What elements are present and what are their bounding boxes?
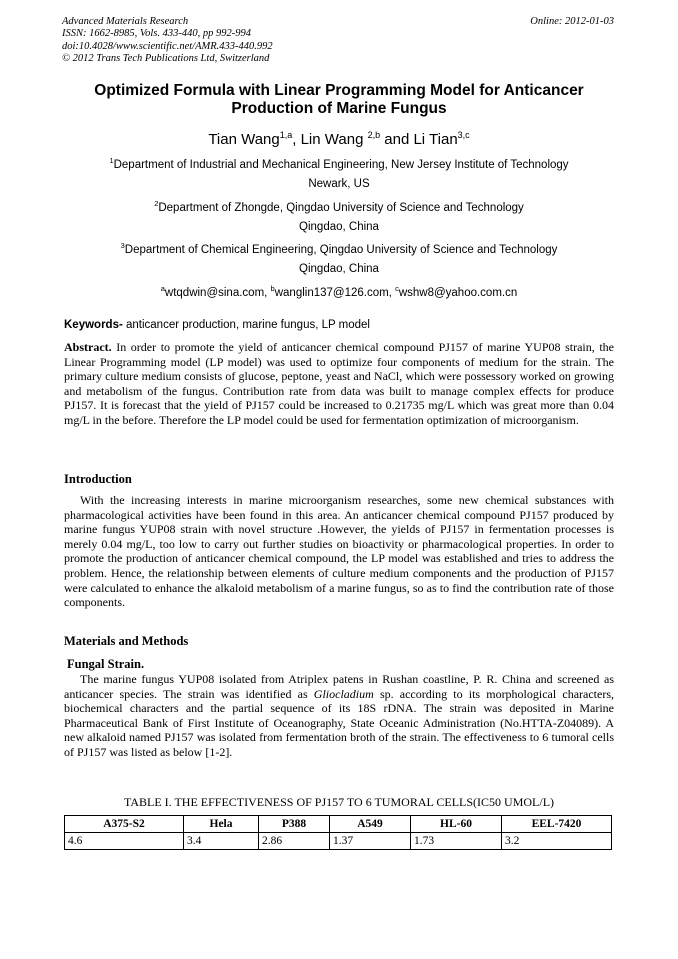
affiliation-superscript: 3 <box>120 241 125 250</box>
author-superscript: 2,b <box>367 130 381 140</box>
introduction-text: With the increasing interests in marine microorganism researches, some new chemical substances with pharmacological activities have been found in this area. An anticancer chemical compound PJ157 produced by marine fungus YUP08 strain with novel structure .However, the yields of PJ157 in fermentation processes is merely 0.04 mg/L, too low to carry out further studies on bioactivity or pharmacological properties. In order to promote the production of anticancer chemical compound, the LP model was established and tries to address the problem. Hence, the relationship between elements of culture medium components and the production of PJ157 were calculated to enhance the alkaloid metabolism of a marine fungus, so as to find the contribution rate of those components. <box>64 493 614 610</box>
abstract-text: In order to promote the yield of anticancer chemical compound PJ157 of marine YUP08 strain, the Linear Programming model (LP model) was used to optimize four components of medium for the strain. The primary culture medium consists of glucose, peptone, yeast and NaCl, which were possessory worked on growing and metabolism of the fungus. Contribution rate from data was built to manage complex effects for produce PJ157. It is forecast that the yield of PJ157 could be increased to 0.21735 mg/L which was great more than 0.04 mg/L in the before. Therefore the LP model could be used for fermentation optimization of microorganism. <box>64 340 614 427</box>
keywords-label: Keywords- <box>64 319 123 331</box>
table-cell: 2.86 <box>259 833 330 850</box>
genus-name: Gliocladium <box>313 686 374 701</box>
fungal-strain-text <box>64 672 614 760</box>
journal-issn: ISSN: 1662-8985, Vols. 433-440, pp 992-994 <box>62 28 251 40</box>
abstract <box>64 340 614 428</box>
keywords-text: anticancer production, marine fungus, LP model <box>122 319 370 331</box>
table-header-row <box>65 816 612 833</box>
strain-text-part: sp. according to its morphological characters, biochemical characters and the partial sequence of its 18S rDNA. The strain was deposited in Marine Pharmaceutical Bank of First Institute of Oceanography, State Oceanic Administration (No.HTTA-Z04089). A new alkaloid named PJ157 was isolated from fermentation broth of the strain. The effectiveness to 6 tumoral cells of PJ157 was listed as below [1-2]. <box>64 686 614 759</box>
effectiveness-table <box>64 815 612 850</box>
affiliation-2 <box>62 199 616 214</box>
journal-header <box>62 16 273 66</box>
strain-text-part: The marine fungus YUP08 isolated from Atriplex patens in Rushan coastline, P. R. China and screened as anticancer species. The strain was identified as <box>64 672 614 701</box>
affiliation-2-location: Qingdao, China <box>299 221 379 233</box>
affiliation-text: Department of Zhongde, Qingdao University of Science and Technology <box>158 201 524 214</box>
author-separator: and <box>380 131 414 148</box>
affiliation-text: Department of Industrial and Mechanical Engineering, New Jersey Institute of Technology <box>113 158 569 171</box>
author-name: Tian Wang <box>208 131 280 148</box>
table-cell: 3.4 <box>184 833 259 850</box>
table-header-cell: A375-S2 <box>65 816 184 833</box>
affiliation-text: Department of Chemical Engineering, Qingdao University of Science and Technology <box>124 243 558 256</box>
author-list <box>62 130 616 148</box>
table-header-cell: EEL-7420 <box>502 816 612 833</box>
table-cell: 1.37 <box>330 833 411 850</box>
email-address: wshw8@yahoo.com.cn <box>398 286 518 299</box>
author-name: Lin Wang <box>300 131 364 148</box>
fungal-strain-heading: Fungal Strain. <box>67 657 145 671</box>
affiliation-superscript: 1 <box>109 156 114 165</box>
table-caption: TABLE I. THE EFFECTIVENESS OF PJ157 TO 6 TUMORAL CELLS(IC50 UMOL/L) <box>123 795 555 809</box>
author-separator: , <box>292 131 301 148</box>
email-address: wtqdwin@sina.com, <box>164 286 271 299</box>
author-emails <box>62 284 616 299</box>
table-cell: 3.2 <box>502 833 612 850</box>
author-name: Li Tian <box>413 131 458 148</box>
keywords <box>64 319 370 331</box>
author-superscript: 1,a <box>279 130 293 140</box>
affiliation-superscript: 2 <box>154 199 159 208</box>
table-cell: 1.73 <box>411 833 502 850</box>
affiliation-1 <box>62 156 616 171</box>
email-superscript: b <box>270 284 275 293</box>
table-cell: 4.6 <box>65 833 184 850</box>
affiliation-3 <box>62 241 616 256</box>
table-header-cell: P388 <box>259 816 330 833</box>
email-superscript: a <box>160 284 165 293</box>
methods-heading: Materials and Methods <box>64 634 189 648</box>
author-superscript: 3,c <box>457 130 470 140</box>
introduction-heading: Introduction <box>64 472 132 486</box>
online-date: Online: 2012-01-03 <box>530 16 614 27</box>
table-row <box>65 833 612 850</box>
paper-title: Optimized Formula with Linear Programming Model for Anticancer Production of Marine Fungus <box>94 82 584 117</box>
journal-copyright: © 2012 Trans Tech Publications Ltd, Switzerland <box>62 53 270 65</box>
affiliation-1-location: Newark, US <box>308 178 370 190</box>
journal-doi: doi:10.4028/www.scientific.net/AMR.433-440.992 <box>62 40 273 52</box>
table-header-cell: A549 <box>330 816 411 833</box>
table-header-cell: HL-60 <box>411 816 502 833</box>
journal-name: Advanced Materials Research <box>62 16 189 27</box>
table-header-cell: Hela <box>184 816 259 833</box>
abstract-label: Abstract. <box>64 340 112 354</box>
email-superscript: c <box>395 284 399 293</box>
affiliation-3-location: Qingdao, China <box>299 263 379 275</box>
email-address: wanglin137@126.com, <box>274 286 396 299</box>
